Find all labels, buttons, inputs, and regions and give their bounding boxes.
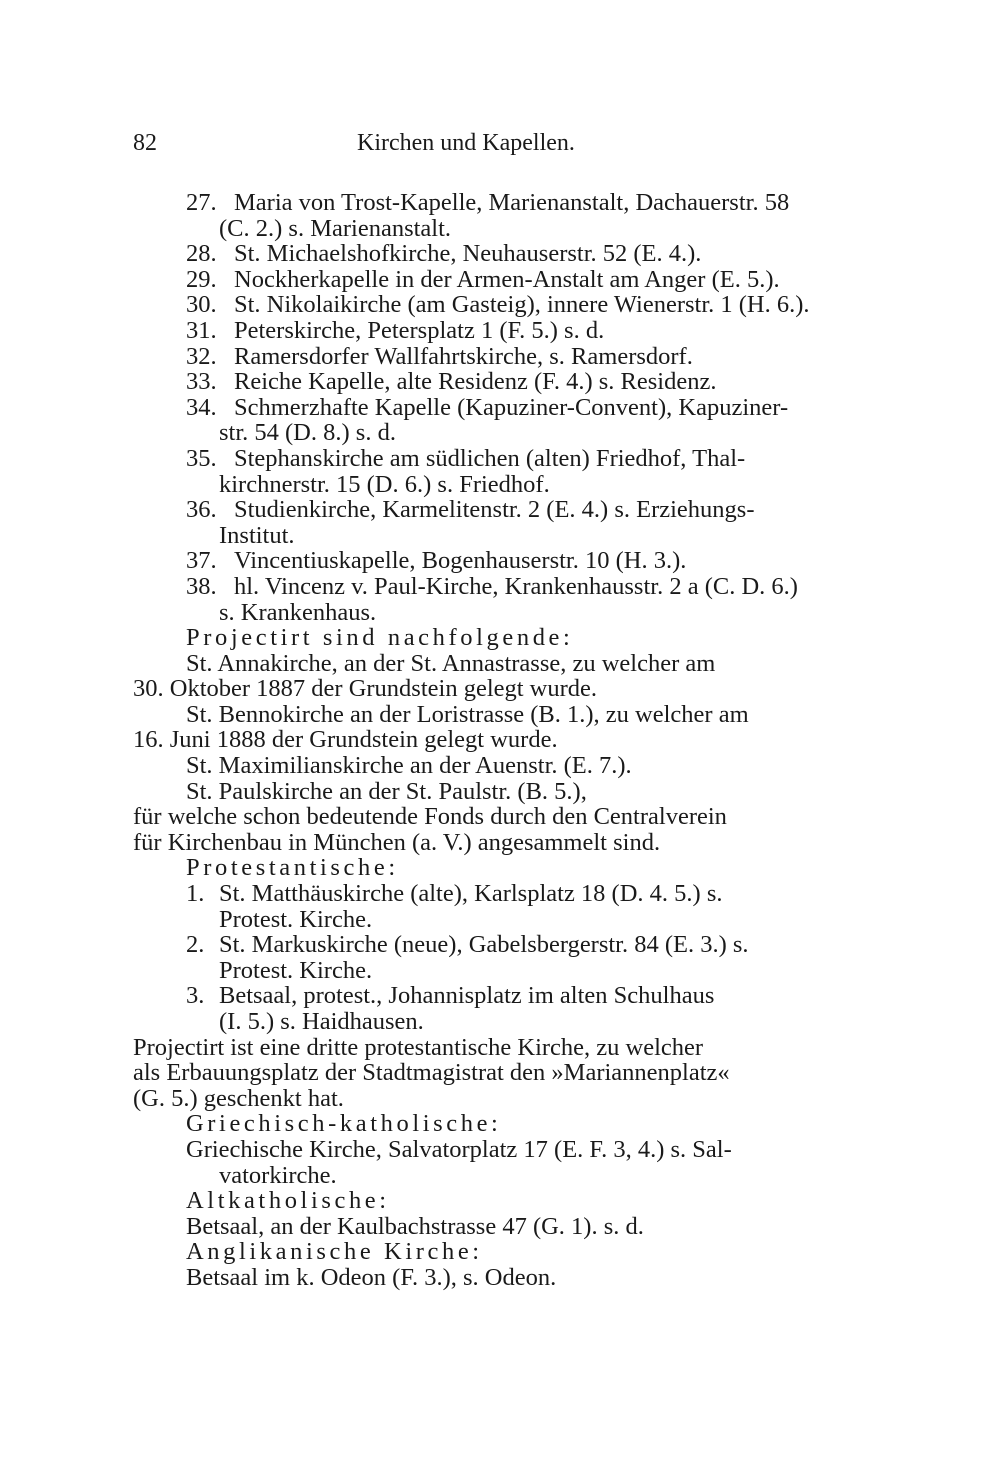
entry-number: 35. (186, 444, 217, 472)
list-item (133, 292, 833, 318)
entry-text: St. Michaelshofkirche, Neuhauserstr. 52 (E. 4.). (234, 240, 702, 268)
entry-text: Ramersdorfer Wallfahrtskirche, s. Ramersdorf. (234, 342, 693, 370)
section-heading-greek: Griechisch-katholische: (186, 1110, 502, 1138)
list-item (133, 548, 833, 574)
list-item (133, 318, 833, 344)
entry-text: Maria von Trost-Kapelle, Marienanstalt, Dachauerstr. 58 (234, 189, 790, 216)
list-item (133, 497, 833, 523)
list-item (133, 344, 833, 370)
entry-text: Stephanskirche am südlichen (alten) Friedhof, Thal- (234, 444, 746, 472)
entry-number: 37. (186, 547, 217, 575)
entry-text: St. Matthäuskirche (alte), Karlsplatz 18 (D. 4. 5.) s. (219, 880, 723, 908)
entry-text: Reiche Kapelle, alte Residenz (F. 4.) s. Residenz. (234, 368, 717, 396)
list-item (133, 267, 833, 293)
paragraph-line: Griechische Kirche, Salvatorplatz 17 (E. F. 3, 4.) s. Sal- (186, 1135, 732, 1163)
paragraph-line: St. Bennokirche an der Loristrasse (B. 1.), zu welcher am (186, 700, 749, 728)
list-item (133, 190, 833, 216)
entry-text: St. Nikolaikirche (am Gasteig), innere Wienerstr. 1 (H. 6.). (234, 291, 810, 319)
page-header (133, 130, 833, 160)
list-item (133, 574, 833, 600)
entry-number: 32. (186, 342, 217, 370)
section-heading-anglican: Anglikanische Kirche: (186, 1238, 483, 1266)
page-body (133, 190, 833, 1291)
paragraph-line: (G. 5.) geschenkt hat. (133, 1084, 344, 1112)
entry-text: Nockherkapelle in der Armen-Anstalt am Anger (E. 5.). (234, 265, 780, 293)
paragraph-line: St. Paulskirche an der St. Paulstr. (B. 5.), (186, 777, 587, 805)
entry-continuation: kirchnerstr. 15 (D. 6.) s. Friedhof. (219, 470, 550, 498)
list-item (133, 395, 833, 421)
paragraph-line: Projectirt ist eine dritte protestantische Kirche, zu welcher (133, 1033, 704, 1061)
entry-number: 28. (186, 240, 217, 268)
entry-continuation: (I. 5.) s. Haidhausen. (219, 1008, 424, 1035)
entry-number: 29. (186, 265, 217, 293)
entry-number: 27. (186, 189, 217, 216)
paragraph-line: 16. Juni 1888 der Grundstein gelegt wurde. (133, 726, 558, 754)
entry-number: 2. (186, 931, 205, 959)
entry-continuation: Protest. Kirche. (219, 905, 373, 933)
paragraph-line: für Kirchenbau in München (a. V.) angesammelt sind. (133, 828, 661, 856)
list-item (133, 241, 833, 267)
paragraph-line: St. Annakirche, an der St. Annastrasse, zu welcher am (186, 649, 716, 677)
entry-text: Vincentiuskapelle, Bogenhauserstr. 10 (H. 3.). (234, 547, 687, 575)
paragraph-line: St. Maximilianskirche an der Auenstr. (E. 7.). (186, 752, 632, 780)
entry-number: 1. (186, 880, 205, 908)
entry-number: 36. (186, 496, 217, 524)
paragraph-line: Betsaal, an der Kaulbachstrasse 47 (G. 1). s. d. (186, 1212, 644, 1240)
list-item (133, 369, 833, 395)
entry-continuation: Protest. Kirche. (219, 956, 373, 984)
list-item (133, 881, 833, 907)
section-heading-old-catholic: Altkatholische: (186, 1187, 390, 1215)
paragraph-line: Betsaal im k. Odeon (F. 3.), s. Odeon. (186, 1263, 557, 1291)
entry-text: Betsaal, protest., Johannisplatz im alten Schulhaus (219, 982, 715, 1010)
entry-text: St. Markuskirche (neue), Gabelsbergerstr. 84 (E. 3.) s. (219, 931, 749, 959)
paragraph-line: für welche schon bedeutende Fonds durch den Centralverein (133, 803, 727, 831)
entry-number: 3. (186, 982, 205, 1010)
entry-text: Schmerzhafte Kapelle (Kapuziner-Convent), Kapuziner- (234, 393, 789, 421)
page-number: 82 (133, 130, 157, 156)
list-item (133, 932, 833, 958)
section-heading-protestant: Protestantische: (186, 854, 399, 882)
entry-number: 33. (186, 368, 217, 396)
entry-number: 38. (186, 572, 217, 600)
section-heading-projected: Projectirt sind nachfolgende: (186, 624, 574, 652)
entry-number: 34. (186, 393, 217, 421)
entry-continuation: s. Krankenhaus. (219, 598, 377, 626)
running-title: Kirchen und Kapellen. (357, 130, 575, 156)
entry-continuation: Institut. (219, 521, 295, 549)
entry-number: 31. (186, 316, 217, 344)
paragraph-line: als Erbauungsplatz der Stadtmagistrat den »Mariannenplatz« (133, 1059, 730, 1087)
entry-continuation: str. 54 (D. 8.) s. d. (219, 419, 396, 447)
list-item (133, 983, 833, 1009)
list-item (133, 446, 833, 472)
entry-continuation: (C. 2.) s. Marienanstalt. (219, 214, 452, 242)
paragraph-line: 30. Oktober 1887 der Grundstein gelegt wurde. (133, 675, 598, 703)
entry-continuation: vatorkirche. (219, 1161, 337, 1189)
entry-text: Peterskirche, Petersplatz 1 (F. 5.) s. d. (234, 316, 605, 344)
entry-text: hl. Vincenz v. Paul-Kirche, Krankenhausstr. 2 a (C. D. 6.) (234, 572, 798, 600)
entry-number: 30. (186, 291, 217, 319)
entry-text: Studienkirche, Karmelitenstr. 2 (E. 4.) s. Erziehungs- (234, 496, 755, 524)
